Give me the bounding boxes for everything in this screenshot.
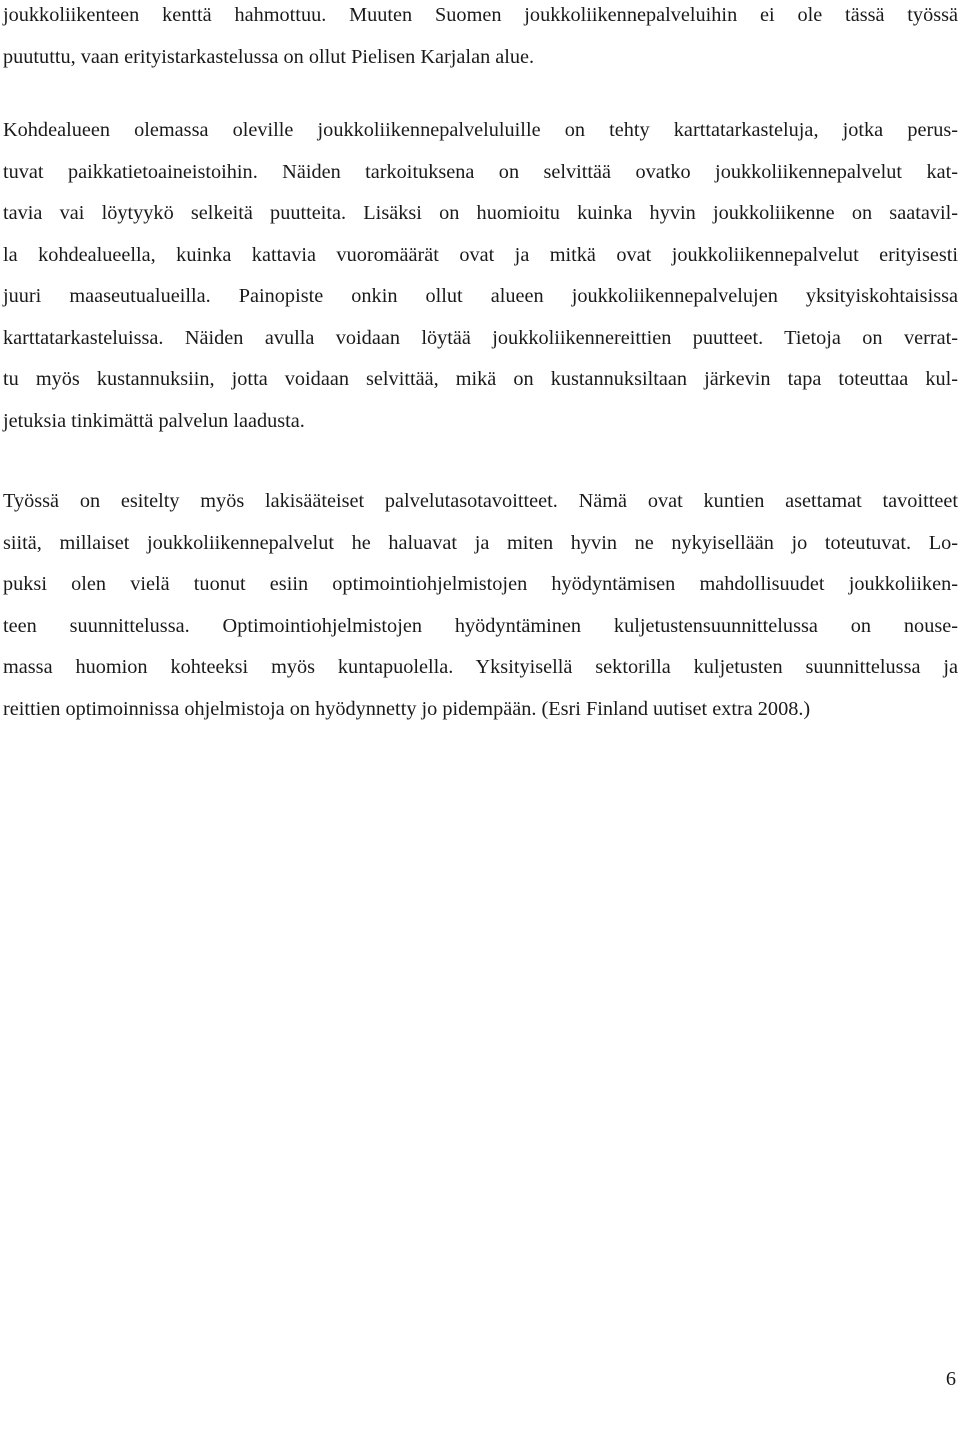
text-line: siitä, millaiset joukkoliikennepalvelut he haluavat ja miten hyvin ne nykyisellään jo toteutuvat. Lo- xyxy=(3,531,958,554)
text-line: teen suunnittelussa. Optimointiohjelmistojen hyödyntäminen kuljetustensuunnittelussa on nouse- xyxy=(3,614,958,637)
text-line: tuvat paikkatietoaineistoihin. Näiden tarkoituksena on selvittää ovatko joukkoliikennepalvelut kat- xyxy=(3,160,958,183)
text-line: juuri maaseutualueilla. Painopiste onkin ollut alueen joukkoliikennepalvelujen yksityiskohtaisissa xyxy=(3,285,958,307)
text-line: Kohdealueen olemassa oleville joukkoliikennepalveluluille on tehty karttatarkasteluja, jotka perus- xyxy=(3,119,958,141)
text-line: reittien optimoinnissa ohjelmistoja on hyödynnetty jo pidempään. (Esri Finland uutiset extra 2008.) xyxy=(3,697,811,720)
text-line: la kohdealueella, kuinka kattavia vuoromäärät ovat ja mitkä ovat joukkoliikennepalvelut erityisesti xyxy=(3,243,958,266)
text-line: tavia vai löytyykö selkeitä puutteita. Lisäksi on huomioitu kuinka hyvin joukkoliikenne on saatavil- xyxy=(3,202,958,224)
paragraph-intro-continuation xyxy=(3,0,958,78)
text-line: tu myös kustannuksiin, jotta voidaan selvittää, mikä on kustannuksiltaan järkevin tapa toteuttaa kul- xyxy=(3,368,958,390)
text-line: puututtu, vaan erityistarkastelussa on ollut Pielisen Karjalan alue. xyxy=(3,45,535,68)
text-line: jetuksia tinkimättä palvelun laadusta. xyxy=(3,409,305,432)
text-line: massa huomion kohteeksi myös kuntapuolella. Yksityisellä sektorilla kuljetusten suunnittelussa ja xyxy=(3,656,958,678)
paragraph-map-analysis xyxy=(3,110,958,442)
text-line: Työssä on esitelty myös lakisääteiset palvelutasotavoitteet. Nämä ovat kuntien asettamat tavoitteet xyxy=(3,490,958,512)
page-number: 6 xyxy=(945,1368,956,1390)
paragraph-service-targets xyxy=(3,481,958,730)
text-line: karttatarkasteluissa. Näiden avulla voidaan löytää joukkoliikennereittien puutteet. Tietoja on verrat- xyxy=(3,326,958,349)
text-line: joukkoliikenteen kenttä hahmottuu. Muuten Suomen joukkoliikennepalveluihin ei ole tässä työssä xyxy=(3,4,958,26)
text-line: puksi olen vielä tuonut esiin optimointiohjelmistojen hyödyntämisen mahdollisuudet joukkoliiken- xyxy=(3,573,958,595)
